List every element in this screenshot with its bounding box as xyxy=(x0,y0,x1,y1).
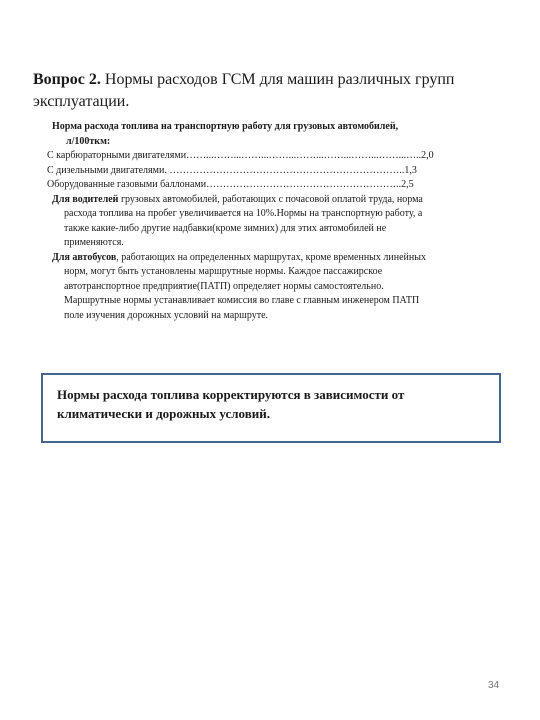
callout-box xyxy=(41,373,501,443)
buses-line4: Маршрутные нормы устанавливает комиссия во главе с главным инженером ПАТП xyxy=(64,295,420,306)
norm-row-carburetor: С карбюраторными двигателями……...……...……...……...……...……...……...……...…..2,0 xyxy=(47,150,434,161)
norms-heading-line2: л/100ткм: xyxy=(66,135,111,147)
callout-text: Нормы расхода топлива корректируются в зависимости от климатически и дорожных условий. xyxy=(57,387,405,421)
drivers-line3: также какие-либо другие надбавки(кроме зимних) для этих автомобилей не xyxy=(64,222,387,234)
drivers-line1: грузовых автомобилей, работающих с почасовой оплатой труда, норма xyxy=(118,193,423,205)
buses-line5: поле изучения дорожных условий на маршруте. xyxy=(64,309,269,321)
norms-heading-line1: Норма расхода топлива на транспортную работу для грузовых автомобилей, xyxy=(52,121,399,132)
question-text: Нормы расходов ГСМ для машин различных групп эксплуатации. xyxy=(33,71,455,110)
question-number: Вопрос 2. xyxy=(33,71,101,88)
drivers-line4: применяются. xyxy=(64,237,124,248)
buses-lead: Для автобусов xyxy=(52,251,117,263)
buses-paragraph xyxy=(52,251,514,324)
page-number: 34 xyxy=(488,680,500,691)
document-body xyxy=(47,120,514,323)
buses-line3: автотранспортное предприятие(ПАТП) определяет нормы самостоятельно. xyxy=(64,280,384,292)
drivers-line2: расхода топлива на пробег увеличивается на 10%.Нормы на транспортную работу, а xyxy=(64,208,423,219)
norm-row-diesel: С дизельными двигателями. ……………………………………………………………..1,3 xyxy=(47,164,417,176)
norm-row-gas: Оборудованные газовыми баллонами…………………………………………………..2,5 xyxy=(47,179,414,190)
buses-line1: , работающих на определенных маршрутах, кроме временных линейных xyxy=(116,251,426,263)
norms-heading xyxy=(52,120,514,149)
buses-line2: норм, могут быть установлены маршрутные нормы. Каждое пассажирское xyxy=(64,266,383,277)
drivers-lead: Для водителей xyxy=(52,193,119,205)
question-title xyxy=(33,69,503,113)
drivers-paragraph xyxy=(52,193,514,251)
